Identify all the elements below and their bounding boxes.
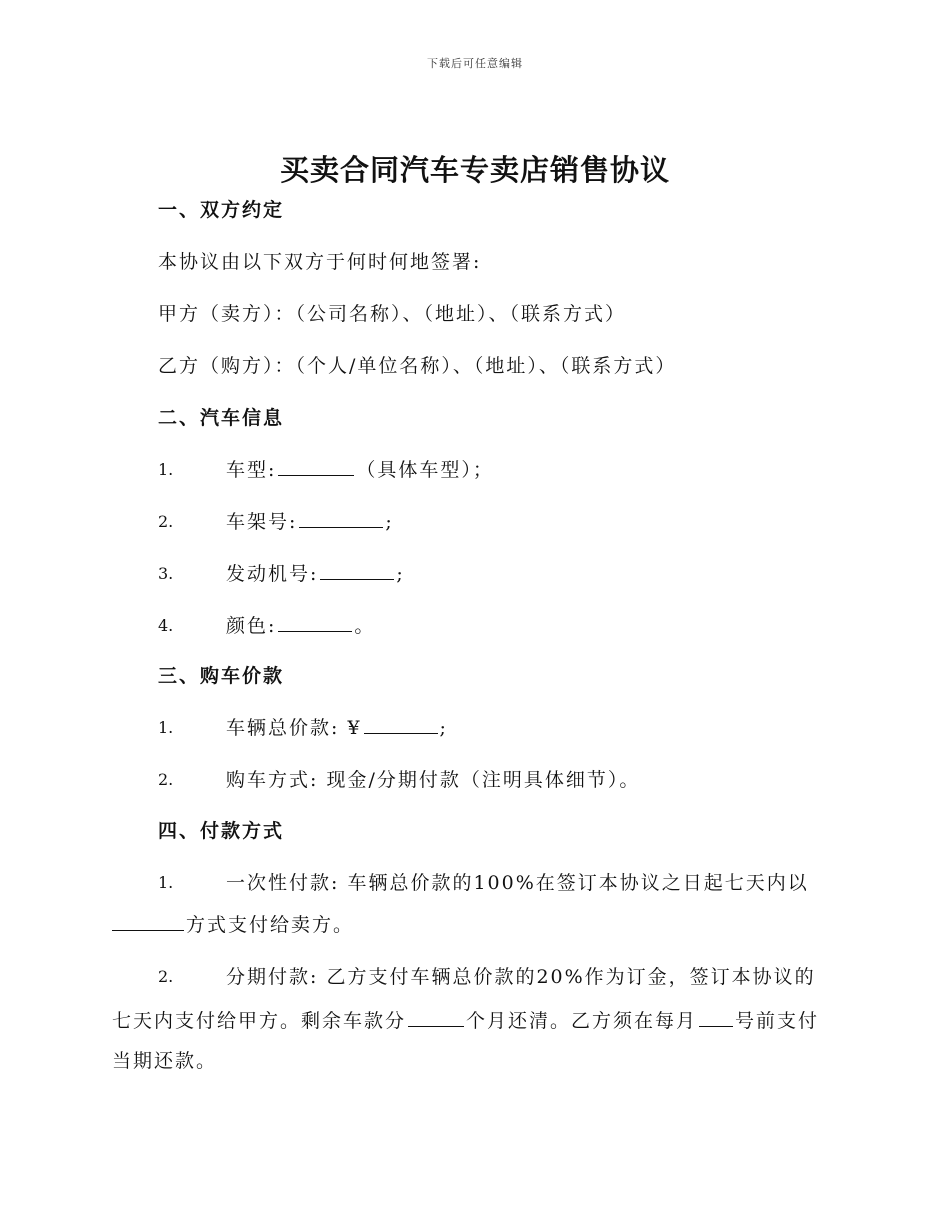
section-heading-price: 三、购车价款 [158, 665, 285, 687]
field-suffix: ; [396, 563, 405, 585]
list-item-color [226, 612, 375, 640]
list-number: 1. [158, 718, 174, 737]
blank-line [299, 509, 383, 528]
blank-line [278, 457, 354, 476]
field-label: 颜色: [226, 615, 277, 637]
list-number: 2. [158, 512, 174, 531]
field-label: 车架号: [226, 511, 298, 533]
blank-line [278, 613, 352, 632]
text-segment: 号前支付 [735, 1010, 820, 1032]
document-title: 买卖合同汽车专卖店销售协议 [279, 153, 670, 187]
section-heading-parties: 一、双方约定 [158, 199, 285, 221]
header-note: 下载后可任意编辑 [427, 57, 523, 70]
payment-lump-sum-line2 [112, 911, 354, 939]
blank-line [364, 715, 438, 734]
field-label: 车辆总价款: ¥ [226, 717, 362, 739]
list-item-total-price [226, 714, 448, 742]
blank-line [112, 912, 184, 931]
party-b-line: 乙方（购方）：（个人/单位名称）、（地址）、（联系方式） [158, 355, 677, 377]
party-a-line: 甲方（卖方）：（公司名称）、（地址）、（联系方式） [158, 303, 627, 325]
field-suffix: （具体车型）； [356, 459, 494, 481]
list-number: 2. [158, 967, 174, 986]
field-label: 发动机号: [226, 563, 319, 585]
list-number: 3. [158, 564, 174, 583]
payment-lump-sum-line1: 一次性付款: 车辆总价款的100%在签订本协议之日起七天内以 [226, 872, 809, 894]
list-item-model [226, 456, 494, 484]
list-number: 1. [158, 460, 174, 479]
field-suffix: 。 [354, 615, 376, 637]
list-item-purchase-method: 购车方式: 现金/分期付款（注明具体细节）。 [226, 769, 641, 791]
field-suffix: ; [385, 511, 394, 533]
list-number: 4. [158, 616, 174, 635]
field-suffix: 方式支付给卖方。 [186, 914, 355, 936]
field-suffix: ; [439, 717, 448, 739]
intro-text: 本协议由以下双方于何时何地签署: [158, 251, 482, 273]
blank-line [320, 561, 394, 580]
blank-line [408, 1008, 464, 1027]
list-item-vin [226, 508, 394, 536]
list-number: 1. [158, 873, 174, 892]
list-number: 2. [158, 770, 174, 789]
payment-installment-line2 [112, 1007, 819, 1035]
blank-line [699, 1008, 733, 1027]
payment-installment-line1: 分期付款: 乙方支付车辆总价款的20%作为订金，签订本协议的 [226, 966, 816, 988]
text-segment: 七天内支付给甲方。剩余车款分 [112, 1010, 407, 1032]
section-heading-payment: 四、付款方式 [158, 820, 285, 842]
payment-installment-line3: 当期还款。 [112, 1050, 218, 1072]
text-segment: 个月还清。乙方须在每月 [466, 1010, 698, 1032]
field-label: 车型: [226, 459, 277, 481]
section-heading-vehicle: 二、汽车信息 [158, 407, 285, 429]
list-item-engine-number [226, 560, 405, 588]
